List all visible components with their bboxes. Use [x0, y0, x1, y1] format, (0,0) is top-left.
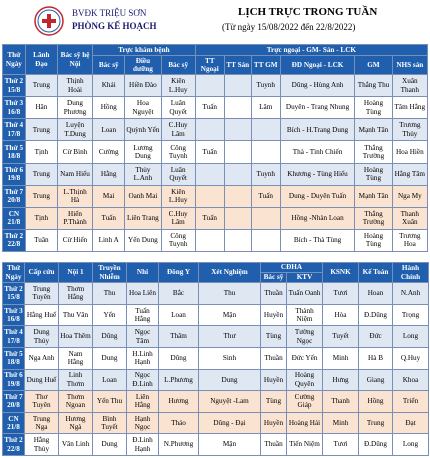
table-cell: Khoa: [393, 369, 429, 391]
header-internal-1: Nội 1: [59, 263, 93, 283]
table-cell: Dung Phương: [57, 97, 92, 119]
table-cell: Tâm Hằng: [392, 97, 427, 119]
table-cell: Hoàng Tùng: [355, 229, 392, 251]
table-row: [3, 97, 428, 119]
day-cell: Thứ 4 17/8: [3, 326, 25, 348]
table-cell: Hoàng Quyên: [287, 369, 323, 391]
table-cell: Công Tuynh: [161, 229, 195, 251]
table-cell: Tuấn Oanh: [287, 283, 323, 305]
header-internal-doctor: Bác sỹ hệ Nội: [57, 45, 92, 75]
table-row: [3, 412, 429, 434]
table-cell: Luân Quyết: [161, 97, 195, 119]
table-cell: Trương Hoa: [392, 229, 427, 251]
table-cell: Hoàng Tùng: [355, 163, 392, 185]
table-cell: Giang: [359, 369, 393, 391]
table-cell: Trung Tuyên: [25, 283, 59, 305]
table-row: [3, 434, 429, 456]
table-cell: Thà - Tình Chiến: [280, 141, 355, 163]
table-cell: Dung: [93, 434, 127, 456]
table-cell: [195, 185, 224, 207]
table-cell: [195, 163, 224, 185]
table-cell: Dũng: [93, 326, 127, 348]
day-cell: Thứ 4 17/8: [3, 119, 26, 141]
day-cell: Thứ 7 20/8: [3, 391, 25, 413]
table-row: [3, 229, 428, 251]
header-lab: Xét Nghiệm: [199, 263, 261, 283]
table-cell: Công Tuynh: [161, 141, 195, 163]
date-range: (Từ ngày 15/08/2022 đến 22/8/2022): [222, 22, 356, 32]
table-cell: Thơm Ngoan: [59, 391, 93, 413]
header-leader: Lãnh Đạo: [25, 45, 57, 75]
table-cell: Hồng: [93, 97, 125, 119]
table-cell: Tuynh: [251, 163, 280, 185]
table-row: [3, 207, 428, 229]
table-cell: Thịnh Hoài: [57, 75, 92, 97]
table-cell: Dũng - Đại: [199, 412, 261, 434]
table-cell: Thảo: [159, 412, 199, 434]
table-cell: L.Phương: [159, 369, 199, 391]
table-cell: Cường: [93, 141, 125, 163]
table-cell: Sinh: [199, 347, 261, 369]
table-cell: Thắng Thu: [355, 75, 392, 97]
header-infectious: Truyền Nhiễm: [93, 263, 127, 283]
table-cell: C.Huy Lâm: [161, 207, 195, 229]
table-cell: Lâm: [251, 97, 280, 119]
header-surgery-nurse: ĐD Ngoại - LCK: [280, 56, 355, 75]
table-cell: Oanh Mai: [125, 185, 161, 207]
day-cell: Thứ 3 16/8: [3, 304, 25, 326]
table-cell: L.Thịnh Hà: [57, 185, 92, 207]
table-cell: Dung: [93, 347, 127, 369]
table-cell: Long: [393, 326, 429, 348]
table-cell: Hằng Huế: [25, 304, 59, 326]
table-cell: Mận: [199, 434, 261, 456]
hospital-logo-icon: [34, 6, 64, 36]
table-cell: Hồng: [359, 391, 393, 413]
table-cell: Đ.Dũng: [359, 304, 393, 326]
table-cell: Dũng: [159, 347, 199, 369]
day-cell: Thứ 5 18/8: [3, 347, 25, 369]
table-cell: Thủy L.Anh: [125, 163, 161, 185]
table-cell: Nam Hiếu: [57, 163, 92, 185]
table-cell: C.Huy Lâm: [161, 119, 195, 141]
table-cell: Đức: [359, 326, 393, 348]
table-cell: Kiên L.Huy: [161, 75, 195, 97]
table-cell: Vân Linh: [59, 434, 93, 456]
table-cell: Hiển P.Thành: [57, 207, 92, 229]
header-surgery-doctor: Bác sỹ: [161, 56, 195, 75]
table-cell: Huyền: [261, 304, 287, 326]
table-cell: Hạnh Ngọc: [127, 412, 159, 434]
table-row: [3, 304, 429, 326]
duty-table-clinical: [2, 44, 428, 252]
table-row: [3, 141, 428, 163]
table-cell: Tùng: [261, 391, 287, 413]
table-cell: [195, 75, 224, 97]
header-imaging-doctor: Bác sỹ: [261, 273, 287, 283]
table-cell: [251, 119, 280, 141]
table-cell: Hằng Tâm: [392, 163, 427, 185]
table-cell: Hương: [159, 391, 199, 413]
table-cell: Hân: [25, 97, 57, 119]
table-cell: Nguyệt -Lam: [199, 391, 261, 413]
header-clinic-nurse: Điều dưỡng: [125, 56, 161, 75]
table-cell: Hoàng Hải: [287, 412, 323, 434]
table-row: [3, 163, 428, 185]
table-row: [3, 185, 428, 207]
header-clinic-doctor: Bác sỹ: [93, 56, 125, 75]
org-name: BVĐK TRIỆU SƠN: [72, 8, 147, 18]
table-cell: Hoa Nguyệt: [125, 97, 161, 119]
table-cell: [224, 229, 251, 251]
table-cell: Trung: [25, 163, 57, 185]
table-cell: Tuấn: [195, 97, 224, 119]
table-row: [3, 119, 428, 141]
table-cell: Dung Thủy: [25, 326, 59, 348]
table-cell: Thu: [199, 283, 261, 305]
table-cell: [224, 207, 251, 229]
table-cell: Tường Ngọc: [287, 326, 323, 348]
header-tt-surgery: TT Ngoại: [195, 56, 224, 75]
table-cell: Tuân: [25, 229, 57, 251]
table-cell: Loan: [93, 119, 125, 141]
table-cell: Dung - Duyên Tuấn: [280, 185, 355, 207]
table-cell: Lương Dung: [125, 141, 161, 163]
table-cell: Tuấn: [251, 185, 280, 207]
table-cell: Triển: [393, 391, 429, 413]
day-cell: Thứ 6 19/8: [3, 163, 26, 185]
table-row: [3, 347, 429, 369]
day-cell: Thứ 7 20/8: [3, 185, 26, 207]
table-cell: Liên Hằng: [127, 391, 159, 413]
table-cell: Nga My: [392, 185, 427, 207]
table-cell: Yến Dung: [125, 229, 161, 251]
table-cell: Dũng - Hùng Anh: [280, 75, 355, 97]
table-cell: Thắng Trường: [355, 141, 392, 163]
table-cell: Khải: [93, 75, 125, 97]
table-cell: [224, 119, 251, 141]
header-infection-control: KSNK: [323, 263, 359, 283]
table-cell: Thơm Hằng: [59, 283, 93, 305]
table-cell: Trung: [359, 412, 393, 434]
table-cell: [224, 97, 251, 119]
table-cell: Thư: [199, 326, 261, 348]
table-cell: Tươi: [323, 283, 359, 305]
header-tt-anesthesia: TT GM: [251, 56, 280, 75]
table-cell: Hoàng Tùng: [355, 97, 392, 119]
table-cell: Mận: [199, 304, 261, 326]
table-cell: Long: [393, 434, 429, 456]
table-row: [3, 391, 429, 413]
table-cell: Nam Hằng: [59, 347, 93, 369]
table-cell: [224, 185, 251, 207]
group-header-clinic: Trực khám bệnh: [93, 45, 196, 56]
department-name: PHÒNG KẾ HOẠCH: [72, 21, 157, 31]
table-row: [3, 369, 429, 391]
table-cell: Hưng: [323, 369, 359, 391]
table-cell: Mạnh Tân: [355, 119, 392, 141]
table-cell: Hoa Hiền: [392, 141, 427, 163]
day-cell: Thứ 2 22/8: [3, 434, 25, 456]
day-cell: Thứ 5 18/8: [3, 141, 26, 163]
table-cell: Thâm: [159, 326, 199, 348]
table-cell: Q.Huy: [393, 347, 429, 369]
table-cell: Tuấn Hằng: [127, 304, 159, 326]
table-cell: Hòa: [323, 304, 359, 326]
header-tt-obstetric: TT Sản: [224, 56, 251, 75]
table-cell: Ngọc Tâm: [127, 326, 159, 348]
table-cell: Hằng: [93, 163, 125, 185]
table-cell: Cừ Hiển: [57, 229, 92, 251]
table-cell: Linh A: [93, 229, 125, 251]
table-cell: Thuần: [261, 347, 287, 369]
table-cell: Cừ Bình: [57, 141, 92, 163]
table-cell: Liên Trang: [125, 207, 161, 229]
day-cell: Thứ 6 19/8: [3, 369, 25, 391]
header-midwife: NHS sản: [392, 56, 427, 75]
table-cell: Hà B: [359, 347, 393, 369]
day-cell: CN 21/8: [3, 207, 26, 229]
table-cell: Bích - Thà Tùng: [280, 229, 355, 251]
table-cell: N.Anh: [393, 283, 429, 305]
table-cell: Thu Vân: [59, 304, 93, 326]
table-cell: Bình Tuyết: [93, 412, 127, 434]
day-cell: Thứ 2 22/8: [3, 229, 26, 251]
table-cell: Hoa Thêm: [59, 326, 93, 348]
day-cell: Thứ 2 15/8: [3, 283, 25, 305]
table-cell: Tươi: [323, 434, 359, 456]
table-cell: Khương - Tùng Hiếu: [280, 163, 355, 185]
table-cell: Hoa Liên: [127, 283, 159, 305]
table-cell: [195, 119, 224, 141]
table-cell: [224, 141, 251, 163]
table-cell: Minh: [323, 412, 359, 434]
group-header-surgery: Trực ngoại - GM- Sản - LCK: [195, 45, 427, 56]
day-cell: CN 21/8: [3, 412, 25, 434]
header-emergency: Cấp cứu: [25, 263, 59, 283]
table-cell: Đạt: [393, 412, 429, 434]
table-cell: Tuyết: [323, 326, 359, 348]
table-cell: Thanh: [323, 391, 359, 413]
table-cell: Hiền Đào: [125, 75, 161, 97]
table-cell: Quỳnh Yến: [125, 119, 161, 141]
table-cell: Hồng -Nhàn Loan: [280, 207, 355, 229]
table-cell: Thành Niệm: [287, 304, 323, 326]
table-cell: Thắng Trường: [355, 207, 392, 229]
table-cell: [251, 141, 280, 163]
header-accounting: Kế Toán: [359, 263, 393, 283]
day-cell: Thứ 2 15/8: [3, 75, 26, 97]
table-cell: Đức Yến: [287, 347, 323, 369]
table-cell: Dung Huế: [25, 369, 59, 391]
table-cell: Huyền: [261, 412, 287, 434]
table-cell: Thu: [93, 283, 127, 305]
table-cell: Tuấn: [195, 141, 224, 163]
table-cell: Tuynh: [251, 75, 280, 97]
table-cell: Tùng: [261, 326, 287, 348]
table-cell: Bích - H.Trang Dung: [280, 119, 355, 141]
header-imaging-technician: KTV: [287, 273, 323, 283]
table-cell: Mạnh Tân: [355, 185, 392, 207]
table-cell: Thanh Xuân: [392, 207, 427, 229]
table-cell: Thơ Tuyên: [25, 391, 59, 413]
table-cell: Trương Thủy: [392, 119, 427, 141]
table-cell: Yến: [93, 304, 127, 326]
table-cell: Minh: [323, 347, 359, 369]
table-cell: Trọng: [393, 304, 429, 326]
table-cell: Thuần: [261, 283, 287, 305]
table-cell: Loan: [159, 304, 199, 326]
table-cell: Yến Thu: [93, 391, 127, 413]
table-cell: Tuấn: [195, 207, 224, 229]
table-cell: Mai: [93, 185, 125, 207]
table-cell: Bắc: [159, 283, 199, 305]
duty-table-departments: [2, 262, 429, 456]
page-title: LỊCH TRỰC TRONG TUẦN: [238, 6, 378, 18]
table-cell: Tiến Niệm: [287, 434, 323, 456]
table-cell: Kiên L.Huy: [161, 185, 195, 207]
table-cell: Hoan: [359, 283, 393, 305]
table-row: [3, 75, 428, 97]
header-traditional-medicine: Đông Y: [159, 263, 199, 283]
header-day: Thứ Ngày: [3, 45, 26, 75]
table-cell: Luyện T.Dung: [57, 119, 92, 141]
table-cell: [251, 229, 280, 251]
table-cell: Tịnh: [25, 141, 57, 163]
table-cell: [224, 75, 251, 97]
table-cell: Đ.Linh Hạnh: [127, 434, 159, 456]
table-cell: H.Linh Hạnh: [127, 347, 159, 369]
header-pediatrics: Nhi: [127, 263, 159, 283]
table-cell: Xuân Thanh: [392, 75, 427, 97]
table-cell: Cường Giáp: [287, 391, 323, 413]
table-cell: Trung Nga: [25, 412, 59, 434]
group-header-imaging: CĐHA: [261, 263, 323, 273]
table-cell: Hằng Thủy: [25, 434, 59, 456]
table-cell: Tuấn: [93, 207, 125, 229]
table-row: [3, 326, 429, 348]
table-cell: Dung: [199, 369, 261, 391]
table-cell: Tịnh: [25, 207, 57, 229]
table-cell: Loan: [93, 369, 127, 391]
table-cell: Đ.Dũng: [359, 434, 393, 456]
table-cell: Trung: [25, 185, 57, 207]
header-administration: Hành Chính: [393, 263, 429, 283]
table-cell: Thuần: [261, 434, 287, 456]
header-anesthesia: GM: [355, 56, 392, 75]
table-cell: N.Phương: [159, 434, 199, 456]
table-cell: Hương Ngà: [59, 412, 93, 434]
table-cell: Trung: [25, 75, 57, 97]
table-row: [3, 283, 429, 305]
table-cell: Nga Anh: [25, 347, 59, 369]
table-cell: Huyền: [261, 369, 287, 391]
header-day: Thứ Ngày: [3, 263, 25, 283]
table-cell: Linh Thơm: [59, 369, 93, 391]
day-cell: Thứ 3 16/8: [3, 97, 26, 119]
table-cell: Ngọc Đ.Linh: [127, 369, 159, 391]
table-cell: Luân Quyết: [161, 163, 195, 185]
table-cell: Duyên - Trang Nhung: [280, 97, 355, 119]
table-cell: [195, 229, 224, 251]
document-header: [0, 0, 430, 44]
table-cell: Trung: [25, 119, 57, 141]
table-cell: [224, 163, 251, 185]
table-cell: [251, 207, 280, 229]
